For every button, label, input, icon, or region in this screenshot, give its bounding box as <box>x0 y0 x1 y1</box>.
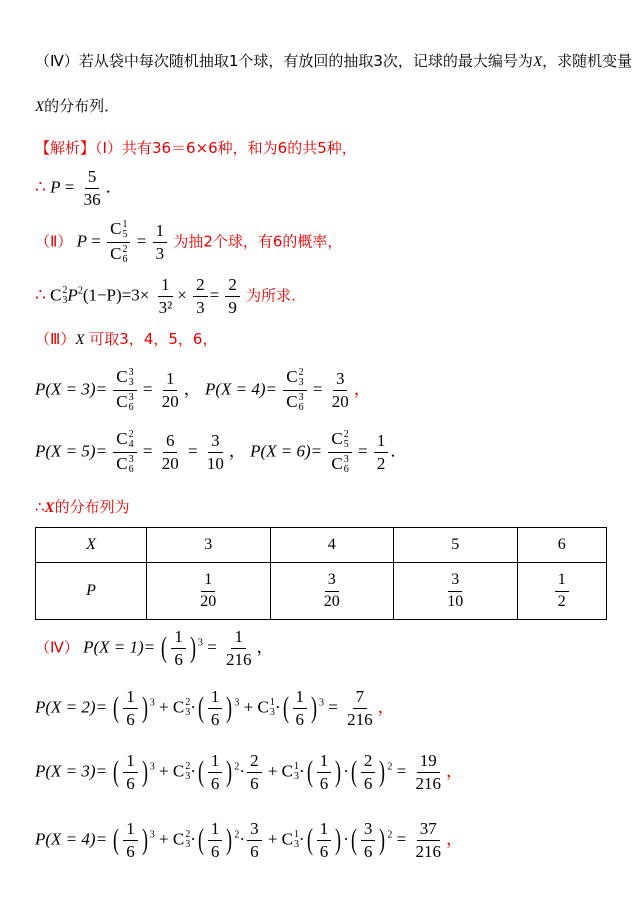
power: 2 <box>387 761 393 773</box>
fraction <box>204 432 227 473</box>
supsub <box>129 368 134 388</box>
numerator: 1 <box>153 222 168 243</box>
part4-q3: P(X = 3)= ( $\frac{1}{6}$ ) $^3$ + C 2 3 ·( $\frac{1}{6}$ ) $^2$· $\frac{2}{6}$ + C 1 3 ·( $\frac{1}{6}$ ) ·( $\frac{2}{6}$ ) $^2$ = $\frac{19}{216}$ ， <box>35 751 463 793</box>
sub: 5 <box>122 229 128 241</box>
dist-label-text: 的分布列为 <box>54 498 130 516</box>
part4-q4: P(X = 4)= ( $\frac{1}{6}$ ) $^3$ + C 2 3 ·( $\frac{1}{6}$ ) $^2$· $\frac{3}{6}$ + C 1 3 ·( $\frac{1}{6}$ ) ·( $\frac{3}{6}$ ) $^2$ = $\frac{37}{216}$ ， <box>35 819 463 861</box>
power: 3 <box>149 761 155 773</box>
denominator: 216 <box>415 841 441 861</box>
denominator: 9 <box>228 297 237 317</box>
numerator: 1 <box>201 572 215 592</box>
fraction <box>123 752 138 793</box>
numerator: 1 <box>317 820 332 841</box>
numerator: 1 <box>163 370 178 391</box>
table-row <box>36 528 607 563</box>
fraction <box>344 688 376 729</box>
fraction <box>113 430 136 475</box>
table-cell: 3 <box>147 528 271 563</box>
power: 3 <box>234 697 240 709</box>
fraction <box>444 572 466 611</box>
sub: 3 <box>294 839 300 851</box>
part4-label: （Ⅳ） <box>35 638 79 657</box>
denominator: 20 <box>331 392 349 412</box>
sup: 2 <box>128 429 134 441</box>
denominator: C 3 6 <box>116 392 134 414</box>
problem-var-2: X <box>35 99 45 115</box>
denominator: 20 <box>161 392 179 412</box>
fraction <box>159 432 182 473</box>
numerator: 2 <box>225 276 240 297</box>
sub: 5 <box>343 439 349 451</box>
fraction <box>321 572 343 611</box>
problem-var: X <box>532 54 543 70</box>
numerator: 37 <box>417 820 440 841</box>
numerator: 3 <box>333 370 348 391</box>
supsub <box>185 698 190 718</box>
part2b-line <box>35 276 296 317</box>
comma: ， <box>445 829 463 849</box>
numerator: 1 <box>208 688 223 709</box>
table-cell <box>147 563 271 620</box>
numerator: 1 <box>123 820 138 841</box>
numerator: C 2 4 <box>113 430 136 453</box>
problem-text-2: 的分布列． <box>44 97 120 115</box>
power: 3 <box>149 697 155 709</box>
sub: 6 <box>122 254 128 266</box>
numerator: 6 <box>163 432 178 453</box>
sup: 3 <box>128 392 134 404</box>
denominator <box>107 243 130 265</box>
supsub <box>344 455 349 475</box>
denominator: 6 <box>126 773 135 793</box>
fraction <box>193 276 208 317</box>
comb-c: C <box>110 219 122 238</box>
numerator: 3 <box>247 820 262 841</box>
denominator: 6 <box>126 841 135 861</box>
denominator: 216 <box>347 709 373 729</box>
denominator: 6 <box>210 773 220 793</box>
denominator: 2 <box>376 454 386 474</box>
fraction <box>317 752 332 793</box>
period: ． <box>105 177 123 197</box>
denominator: 6 <box>250 841 259 861</box>
power: 3 <box>319 697 325 709</box>
numerator: 1 <box>555 572 569 592</box>
fraction <box>247 752 262 793</box>
numerator: 1 <box>374 432 389 453</box>
sub: 3 <box>128 377 134 389</box>
numerator: 1 <box>158 276 173 297</box>
fraction <box>208 752 223 793</box>
fraction <box>81 168 104 209</box>
sup: 2 <box>122 244 128 256</box>
fraction <box>171 628 186 669</box>
denominator: C 3 6 <box>331 454 349 476</box>
sub: 6 <box>128 402 134 414</box>
row-header-x: X <box>36 528 147 563</box>
table-cell <box>270 563 394 620</box>
sup: 2 <box>343 429 349 441</box>
numerator: 1 <box>231 628 246 649</box>
fraction <box>328 430 351 475</box>
p3-p4-line: P(X = 3)= C 3 3 C 3 6 = $\frac{1}{20}$ ， P(X = 4)= C 2 3 C 3 6 = $\frac{3}{20}$ ， <box>35 367 371 414</box>
part3-line <box>35 328 217 349</box>
sup: 3 <box>298 392 304 404</box>
denominator: 10 <box>447 592 464 610</box>
sup: 3 <box>128 367 134 379</box>
supsub <box>270 698 275 718</box>
sup: 1 <box>269 697 275 709</box>
therefore-symbol: ∴ <box>35 177 46 197</box>
fraction <box>113 368 136 413</box>
supsub <box>129 393 134 413</box>
denominator: 6 <box>319 773 329 793</box>
denominator: 2 <box>557 592 566 610</box>
denominator: 20 <box>323 592 340 610</box>
comma: ， <box>377 697 395 717</box>
fraction <box>223 628 255 669</box>
numerator: 3 <box>325 572 339 592</box>
power: 2 <box>234 761 240 773</box>
fraction <box>329 370 352 411</box>
denominator: 6 <box>363 841 373 861</box>
sup: 2 <box>62 285 68 297</box>
power: 2 <box>387 829 393 841</box>
numerator: 2 <box>193 276 208 297</box>
equals-sign: = <box>64 177 75 197</box>
lhs: P(X = 3)= <box>35 761 108 781</box>
table-cell <box>394 563 518 620</box>
fraction <box>208 820 223 861</box>
equals-sign: = <box>209 285 220 305</box>
denominator: C 3 6 <box>286 392 304 414</box>
comb-c: C <box>110 244 122 264</box>
part4-q1: （Ⅳ） P(X = 1)= ( $\frac{1}{6}$ ) $^3$ = $\frac{1}{216}$ ， <box>35 627 274 669</box>
lhs: P(X = 1)= <box>83 637 156 657</box>
lhs: P(X = 6)= <box>250 441 323 461</box>
fraction <box>361 820 376 861</box>
power: 3 <box>149 829 155 841</box>
denominator: 20 <box>161 454 179 474</box>
problem-line-1 <box>35 50 632 71</box>
sup: 1 <box>294 761 300 773</box>
lhs: P(X = 5)= <box>35 441 108 461</box>
supsub <box>129 455 134 475</box>
part1-text: （Ⅰ）共有36＝6×6种，和为6的共5种， <box>95 139 357 157</box>
lhs: P(X = 4)= <box>204 379 278 399</box>
fraction <box>555 572 569 611</box>
sup: 1 <box>294 829 300 841</box>
sub: 4 <box>128 439 134 451</box>
table-cell: 4 <box>270 528 394 563</box>
sub: 3 <box>185 771 191 783</box>
fraction <box>197 572 219 611</box>
part2b-text: 为所求. <box>246 286 296 305</box>
sup: 3 <box>343 454 349 466</box>
sub: 3 <box>294 771 300 783</box>
sub: 6 <box>298 402 304 414</box>
denominator: 216 <box>415 773 441 793</box>
denominator: 6 <box>363 773 373 793</box>
part2-text: 为抽2个球，有6的概率， <box>173 232 343 251</box>
numerator: 7 <box>353 688 368 709</box>
fraction <box>159 370 182 411</box>
numerator: 1 <box>123 752 138 773</box>
denominator: 3 <box>155 244 165 264</box>
supsub <box>344 430 349 450</box>
supsub <box>129 430 134 450</box>
sub: 3 <box>185 707 191 719</box>
numerator: C 2 5 <box>328 430 351 453</box>
sub: 6 <box>128 464 134 476</box>
table-cell <box>517 563 606 620</box>
supsub <box>294 762 299 782</box>
numerator: 1 <box>208 820 223 841</box>
fraction <box>361 752 376 793</box>
numerator: 2 <box>247 752 262 773</box>
dist-label <box>35 496 130 517</box>
prob-symbol: P <box>67 285 78 305</box>
denominator: C 3 6 <box>116 454 134 476</box>
therefore-symbol: ∴ <box>35 498 45 516</box>
fraction <box>374 432 389 473</box>
numerator: 3 <box>448 572 462 592</box>
numerator: C 2 3 <box>283 368 306 391</box>
part1-result <box>35 168 123 209</box>
fraction <box>283 368 306 413</box>
fraction <box>412 820 444 861</box>
times-sign: × <box>177 285 187 305</box>
fraction <box>293 688 308 729</box>
denominator: 20 <box>200 592 217 610</box>
fraction <box>225 276 240 317</box>
p5-p6-line: P(X = 5)= C 2 4 C 3 6 = $\frac{6}{20}$ = $\frac{3}{10}$ ， P(X = 6)= C 2 5 C 3 6 = $\frac{1}{2}$ ． <box>35 429 408 476</box>
row-header-p: P <box>36 563 147 620</box>
sup: 3 <box>128 454 134 466</box>
supsub <box>294 830 299 850</box>
table-cell: 6 <box>517 528 606 563</box>
sup: 2 <box>185 697 191 709</box>
numerator: 1 <box>317 752 332 773</box>
part3-label: （Ⅲ） <box>35 330 76 348</box>
denominator: 6 <box>210 709 220 729</box>
numerator: 1 <box>208 752 223 773</box>
numerator <box>107 220 130 243</box>
solution-part1 <box>35 137 357 158</box>
fraction <box>156 276 176 317</box>
power: 2 <box>234 829 240 841</box>
var-x: X <box>75 332 85 348</box>
comma: ， <box>256 637 274 657</box>
denominator: 10 <box>206 454 224 474</box>
numerator: 3 <box>361 820 376 841</box>
fraction <box>107 220 130 265</box>
supsub <box>185 830 190 850</box>
problem-text-prefix: （Ⅳ）若从袋中每次随机抽取1个球，有放回的抽取3次，记球的最大编号为 <box>35 52 533 70</box>
denominator: 6 <box>319 841 329 861</box>
numerator: C 3 3 <box>113 368 136 391</box>
sup: 1 <box>122 219 128 231</box>
comma: ， <box>445 761 463 781</box>
sub: 3 <box>298 377 304 389</box>
denominator: 36 <box>83 189 101 209</box>
lhs: P(X = 4)= <box>35 829 108 849</box>
denominator: 3 <box>196 297 205 317</box>
denominator: 6 <box>250 773 259 793</box>
fraction <box>208 688 223 729</box>
fraction <box>317 820 332 861</box>
numerator: 1 <box>123 688 138 709</box>
fraction <box>153 222 168 263</box>
comb-c: C <box>50 285 62 305</box>
denominator: 6 <box>174 649 183 669</box>
power: 2 <box>77 285 83 297</box>
part2-line: （Ⅱ） P = C 1 5 C 2 6 = $\frac{1}{3}$ 为抽2个球，有6的概率， <box>35 219 343 266</box>
table-row <box>36 563 607 620</box>
supsub <box>122 245 127 265</box>
supsub <box>122 220 127 240</box>
sup: 2 <box>185 829 191 841</box>
lhs: P(X = 3)= <box>35 379 108 399</box>
numerator: 1 <box>293 688 308 709</box>
sub: 3 <box>62 295 68 307</box>
prob-symbol: P <box>76 231 88 251</box>
denominator: 6 <box>126 709 135 729</box>
sub: 3 <box>269 707 275 719</box>
power: 3 <box>197 637 203 649</box>
supsub <box>185 762 190 782</box>
sup: 2 <box>185 761 191 773</box>
fraction <box>247 820 262 861</box>
numerator: 2 <box>361 752 376 773</box>
sub: 6 <box>343 464 349 476</box>
part3-text: 可取3，4，5，6， <box>89 330 218 348</box>
supsub <box>299 393 304 413</box>
var-x: X <box>44 500 55 516</box>
denominator: 216 <box>225 649 252 669</box>
prob-symbol: P <box>50 177 61 197</box>
denominator: 3² <box>158 297 173 317</box>
numerator: 5 <box>85 168 100 189</box>
denominator: 6 <box>295 709 305 729</box>
distribution-table <box>35 527 607 620</box>
numerator: 1 <box>171 628 186 649</box>
fraction <box>123 688 138 729</box>
sup: 2 <box>298 367 304 379</box>
problem-line-2 <box>35 95 119 116</box>
problem-text-suffix: ，求随机变量 <box>542 52 633 70</box>
sub: 3 <box>185 839 191 851</box>
fraction <box>412 752 444 793</box>
analysis-label: 【解析】 <box>35 139 96 157</box>
lhs: P(X = 2)= <box>35 697 108 717</box>
numerator: 19 <box>417 752 440 773</box>
fraction <box>123 820 138 861</box>
therefore-symbol: ∴ <box>35 285 46 305</box>
denominator: 6 <box>210 841 220 861</box>
part2-label: （Ⅱ） <box>35 232 73 251</box>
supsub <box>299 368 304 388</box>
expr-mid: (1−P)=3× <box>82 285 150 305</box>
table-cell: 5 <box>394 528 518 563</box>
part4-q2: P(X = 2)= ( $\frac{1}{6}$ ) $^3$ + C 2 3 ·( $\frac{1}{6}$ ) $^3$ + C 1 3 ·( $\frac{1}{6}$ ) $^3$ = $\frac{7}{216}$ ， <box>35 687 395 729</box>
numerator: 3 <box>208 432 223 453</box>
